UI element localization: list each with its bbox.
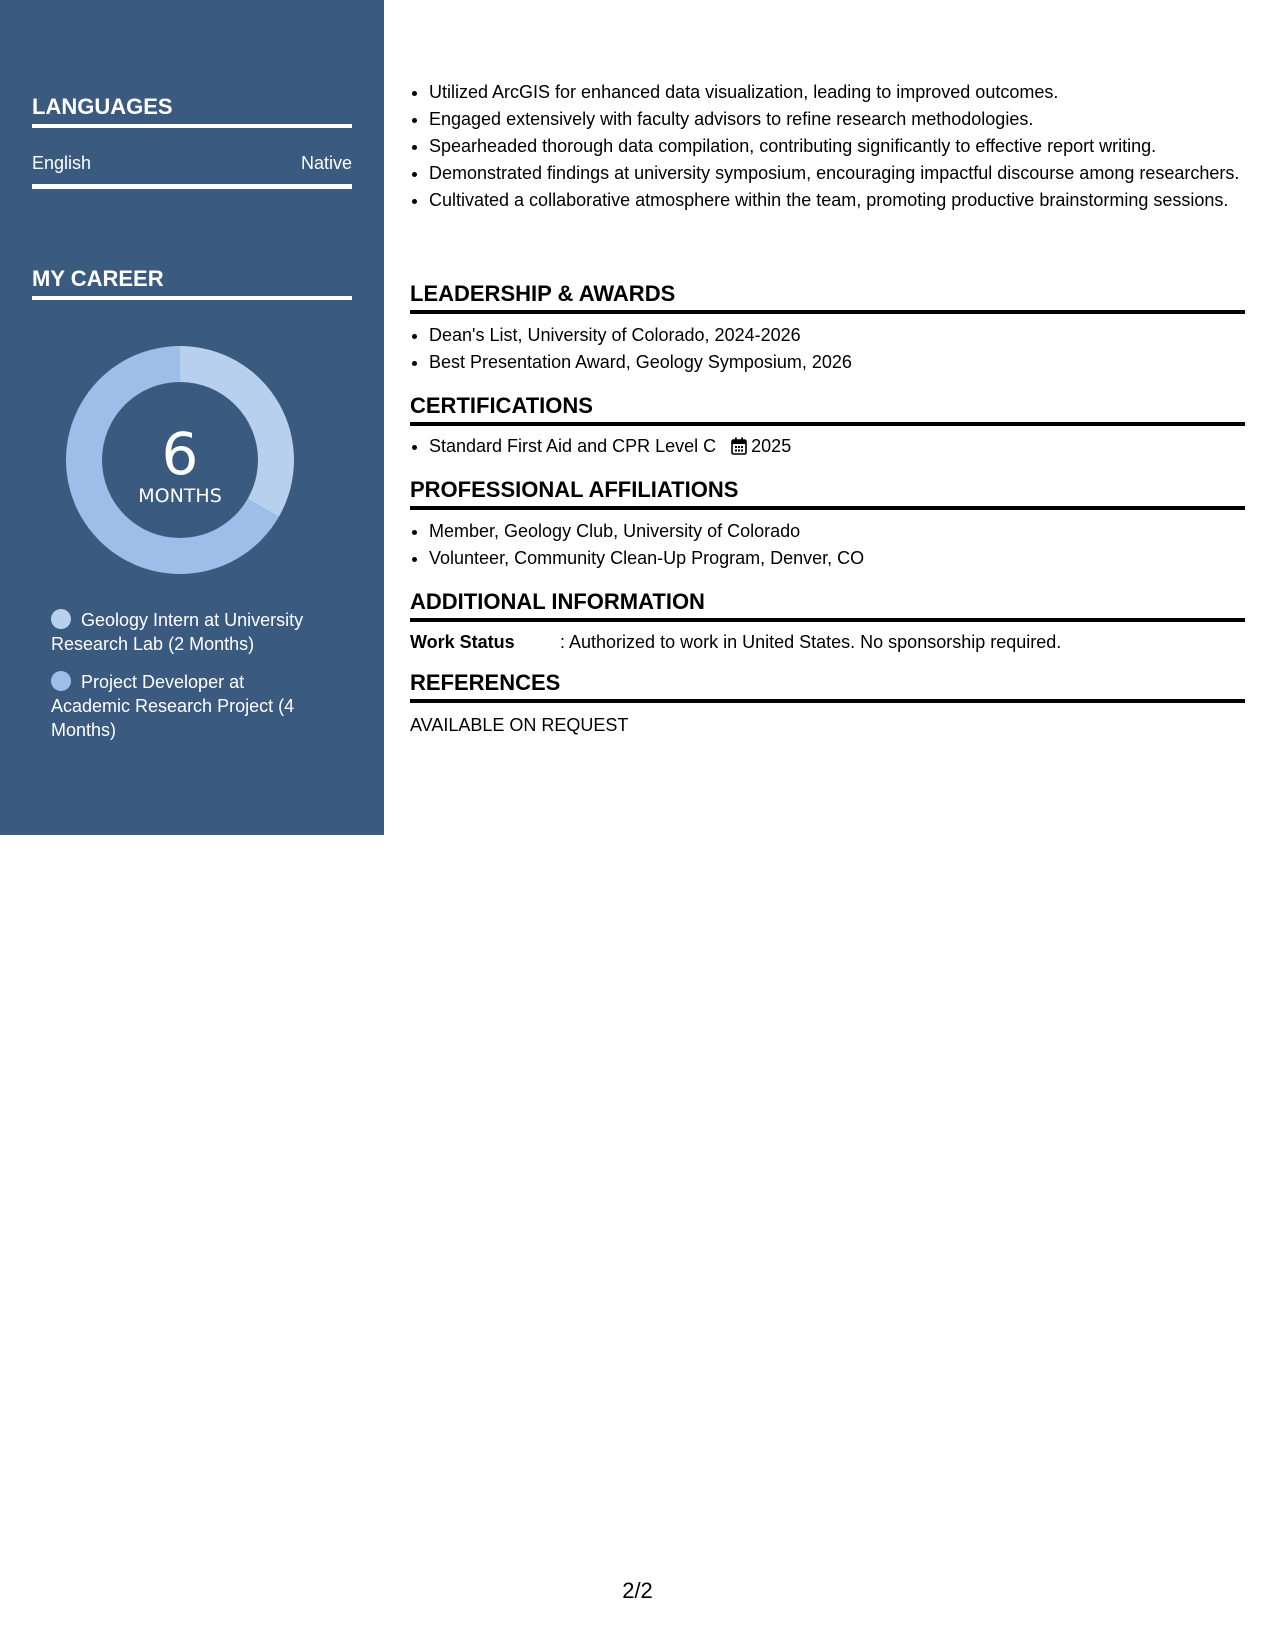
list-item: • Utilized ArcGIS for enhanced data visualization, leading to improved outcomes. <box>429 80 1245 104</box>
calendar-icon <box>731 437 747 455</box>
language-name: English <box>32 153 92 173</box>
additional-info-heading: ADDITIONAL INFORMATION <box>410 589 1245 622</box>
list-item: • Volunteer, Community Clean-Up Program, Denver, CO <box>429 546 1245 570</box>
work-status-label: Work Status <box>410 632 515 652</box>
list-item: • Demonstrated findings at university symposium, encouraging impactful discourse among researchers. <box>429 161 1245 185</box>
legend-dot <box>51 671 71 691</box>
donut-unit: MONTHS <box>138 485 222 507</box>
certifications-heading: CERTIFICATIONS <box>410 393 1245 426</box>
career-item-label: Geology Intern at University Research Lab (2 Months) <box>51 610 304 654</box>
donut-value: 6 <box>161 420 199 488</box>
affiliations-list <box>410 519 1245 573</box>
language-level: Native <box>300 153 352 173</box>
career-item-label: Project Developer at Academic Research Project (4 Months) <box>51 672 295 740</box>
references-heading: REFERENCES <box>410 670 1245 703</box>
career-legend-item <box>51 608 326 656</box>
career-legend-item <box>51 670 326 742</box>
experience-bullets <box>410 80 1245 215</box>
leadership-list <box>410 323 1245 377</box>
list-item <box>429 434 1245 458</box>
page-number: 2/2 <box>622 1578 653 1603</box>
list-item: • Member, Geology Club, University of Colorado <box>429 519 1245 543</box>
list-item: • Best Presentation Award, Geology Symposium, 2026 <box>429 350 1245 374</box>
work-status-value: : Authorized to work in United States. No sponsorship required. <box>560 632 1062 652</box>
language-row <box>32 152 352 189</box>
leadership-heading: LEADERSHIP & AWARDS <box>410 281 1245 314</box>
career-donut-chart <box>66 346 294 574</box>
certification-year: 2025 <box>751 436 792 456</box>
certification-name: Standard First Aid and CPR Level C <box>429 436 717 456</box>
references-text: AVAILABLE ON REQUEST <box>410 715 629 735</box>
list-item: • Dean's List, University of Colorado, 2024-2026 <box>429 323 1245 347</box>
affiliations-heading: PROFESSIONAL AFFILIATIONS <box>410 477 1245 510</box>
career-heading: MY CAREER <box>32 266 352 300</box>
work-status-row <box>410 630 1245 654</box>
languages-heading: LANGUAGES <box>32 94 352 128</box>
list-item: • Cultivated a collaborative atmosphere within the team, promoting productive brainstorming sessions. <box>429 188 1245 212</box>
certifications-list <box>410 434 1245 461</box>
list-item: • Engaged extensively with faculty advisors to refine research methodologies. <box>429 107 1245 131</box>
legend-dot <box>51 609 71 629</box>
list-item: • Spearheaded thorough data compilation, contributing significantly to effective report writing. <box>429 134 1245 158</box>
sidebar <box>0 0 384 835</box>
